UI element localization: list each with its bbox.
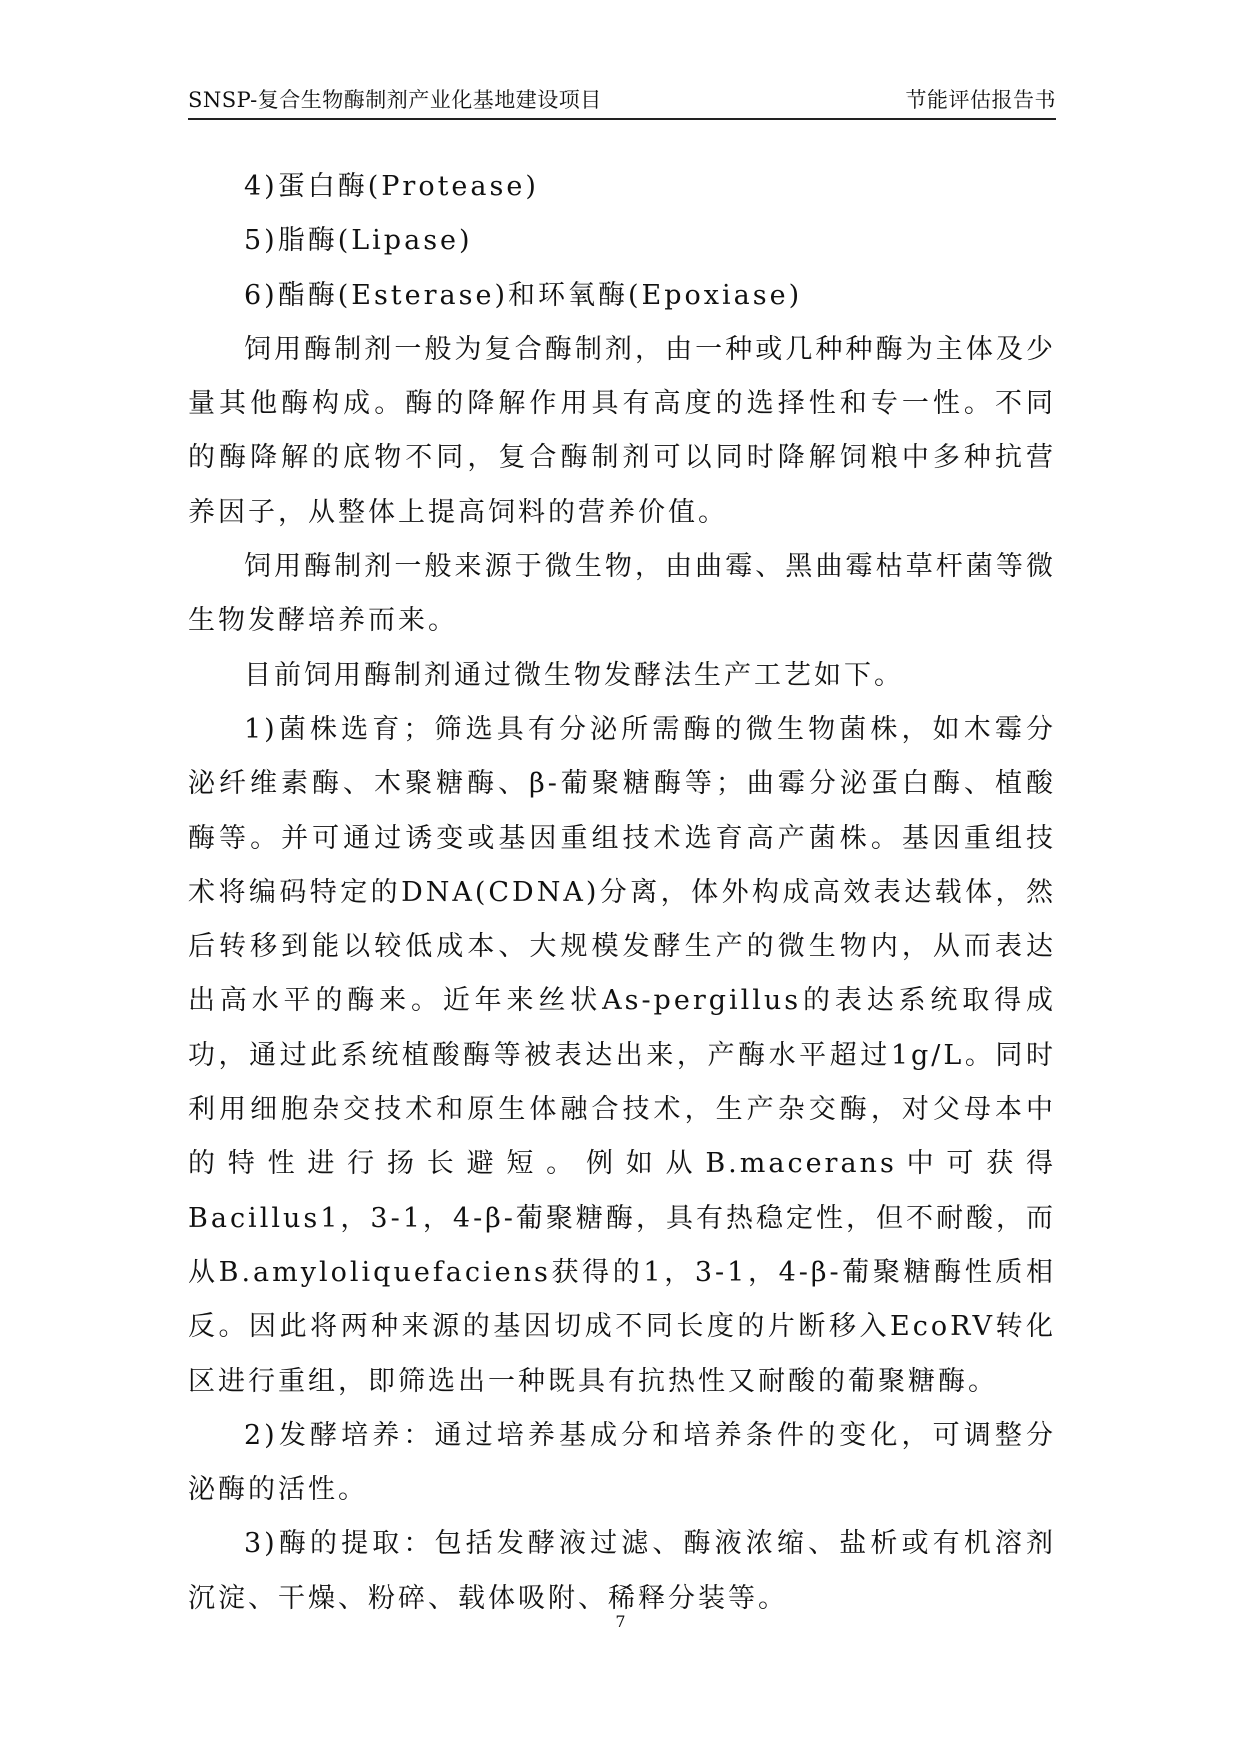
body-text xyxy=(188,160,1056,1626)
header-project-title: SNSP-复合生物酶制剂产业化基地建设项目 xyxy=(188,88,602,112)
list-item-protease: 4)蛋白酶(Protease) xyxy=(244,171,539,202)
paragraph-process-intro: 目前饲用酶制剂通过微生物发酵法生产工艺如下。 xyxy=(244,659,904,691)
header-document-type: 节能评估报告书 xyxy=(905,88,1056,112)
paragraph-fermentation: 2)发酵培养：通过培养基成分和培养条件的变化，可调整分泌酶的活性。 xyxy=(188,1419,1056,1506)
paragraph-extraction: 3)酶的提取：包括发酵液过滤、酶液浓缩、盐析或有机溶剂沉淀、干燥、粉碎、载体吸附、稀释分装等。 xyxy=(188,1528,1056,1614)
page-number: 7 xyxy=(615,1612,626,1631)
page-header xyxy=(188,86,1056,120)
list-item-lipase: 5)脂酶(Lipase) xyxy=(244,225,473,257)
paragraph-compound-enzyme: 饲用酶制剂一般为复合酶制剂，由一种或几种种酶为主体及少量其他酶构成。酶的降解作用具有高度的选择性和专一性。不同的酶降解的底物不同，复合酶制剂可以同时降解饲粮中多种抗营养因子，从整体上提高饲料的营养价值。 xyxy=(188,333,1056,528)
paragraph-enzyme-source: 饲用酶制剂一般来源于微生物，由曲霉、黑曲霉枯草杆菌等微生物发酵培养而来。 xyxy=(188,551,1056,637)
list-item-esterase: 6)酯酶(Esterase)和环氧酶(Epoxiase) xyxy=(244,279,803,311)
paragraph-strain-breeding: 1)菌株选育；筛选具有分泌所需酶的微生物菌株，如木霉分泌纤维素酶、木聚糖酶、β-葡聚糖酶等；曲霉分泌蛋白酶、植酸酶等。并可通过诱变或基因重组技术选育高产菌株。基因重组技术将编码特定的DNA(CDNA)分离，体外构成高效表达载体，然后转移到能以较低成本、大规模发酵生产的微生物内，从而表达出高水平的酶来。近年来丝状As-pergillus的表达系统取得成功，通过此系统植酸酶等被表达出来，产酶水平超过1g/L。同时利用细胞杂交技术和原生体融合技术，生产杂交酶，对父母本中的特性进行扬长避短。例如从B.macerans中可获得Bacillus1，3-1，4-β-葡聚糖酶，具有热稳定性，但不耐酸，而从B.amyloliquefaciens获得的1，3-1，4-β-葡聚糖酶性质相反。因此将两种来源的基因切成不同长度的片断移入EcoRV转化区进行重组，即筛选出一种既具有抗热性又耐酸的葡聚糖酶。 xyxy=(188,713,1056,1397)
